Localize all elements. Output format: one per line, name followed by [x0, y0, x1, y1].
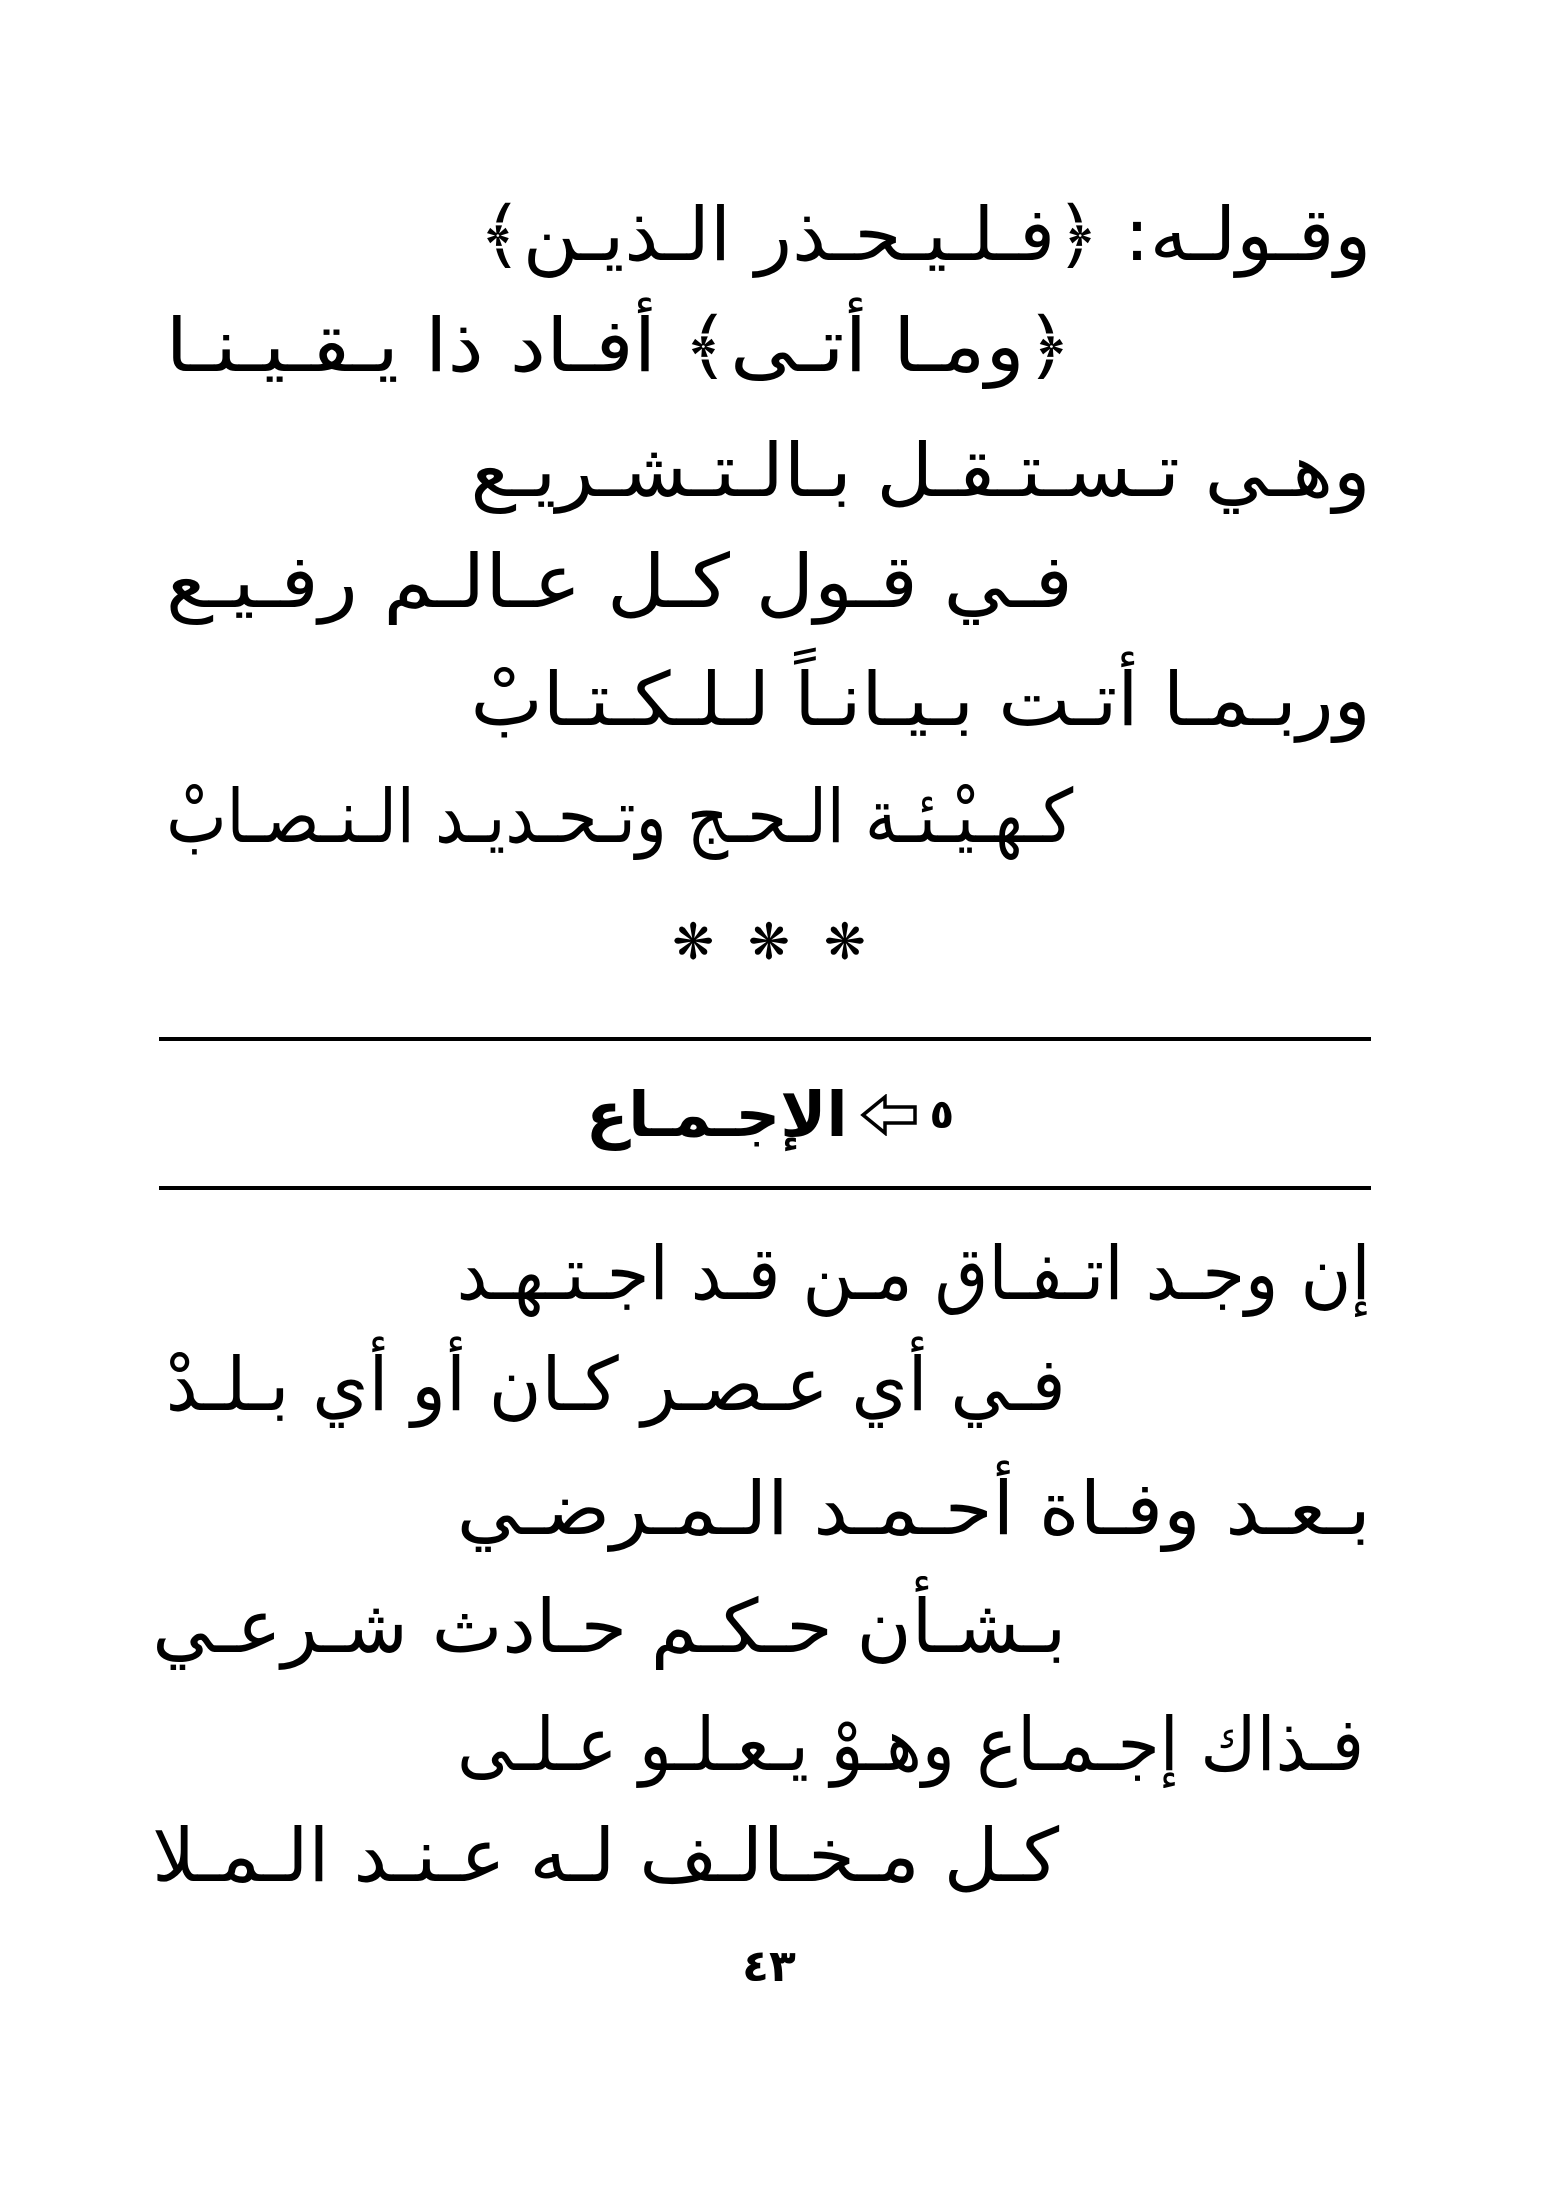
verse-text: وربـمـا أتـت بـيـانـاً لـلـكـتـابْ — [471, 657, 1371, 743]
page-number: ٤٣ — [742, 1941, 796, 1992]
section-separator-stars: ❋ ❋ ❋ — [672, 913, 866, 971]
verse-text: كـهـيْـئـة الـحـج وتـحـديـد الـنـصـابْ — [166, 774, 1073, 860]
verse-2-first-hemistich — [471, 416, 1371, 526]
verse-4-first-hemistich — [457, 1219, 1371, 1329]
verse-2-second-hemistich — [166, 527, 1073, 637]
verse-text: بـشـأن حـكـم حـادث شـرعـي — [152, 1584, 1066, 1670]
verse-5-first-hemistich — [457, 1454, 1371, 1564]
heading-title: الإجـمـاع — [585, 1078, 848, 1151]
verse-4-second-hemistich — [166, 1330, 1066, 1440]
verse-5-second-hemistich — [152, 1572, 1066, 1682]
verse-3-first-hemistich — [471, 645, 1371, 755]
section-heading — [560, 1075, 980, 1155]
verse-1-first-hemistich — [478, 180, 1371, 290]
left-arrow-icon — [860, 1094, 918, 1136]
verse-text: فـي قـول كـل عـالـم رفـيـع — [166, 539, 1073, 625]
divider-top — [159, 1037, 1371, 1041]
verse-text: بـعـد وفـاة أحـمـد الـمـرضـي — [456, 1466, 1371, 1552]
verse-text: إن وجـد اتـفـاق مـن قـد اجـتـهـد — [457, 1231, 1371, 1317]
verse-6-second-hemistich — [152, 1801, 1059, 1911]
verse-text: فـي أي عـصـر كـان أو أي بـلـدْ — [166, 1342, 1066, 1428]
divider-bottom — [159, 1186, 1371, 1190]
heading-number: ٥ — [929, 1092, 955, 1138]
verse-text: فـذاك إجـمـاع وهـوْ يـعـلـو عـلـى — [457, 1702, 1364, 1788]
verse-1-second-hemistich — [166, 291, 1073, 401]
verse-text: وهـي تـسـتـقـل بـالـتـشـريـع — [470, 428, 1371, 514]
verse-6-first-hemistich — [457, 1690, 1364, 1800]
verse-text: كـل مـخـالـف لـه عـنـد الـمـلا — [152, 1813, 1059, 1899]
verse-3-second-hemistich — [166, 762, 1073, 872]
verse-text: وقـولـه: ﴿فـلـيـحـذر الـذيـن﴾ — [478, 192, 1371, 278]
verse-text: ﴿ومـا أتـى﴾ أفـاد ذا يـقـيـنـا — [166, 303, 1073, 389]
